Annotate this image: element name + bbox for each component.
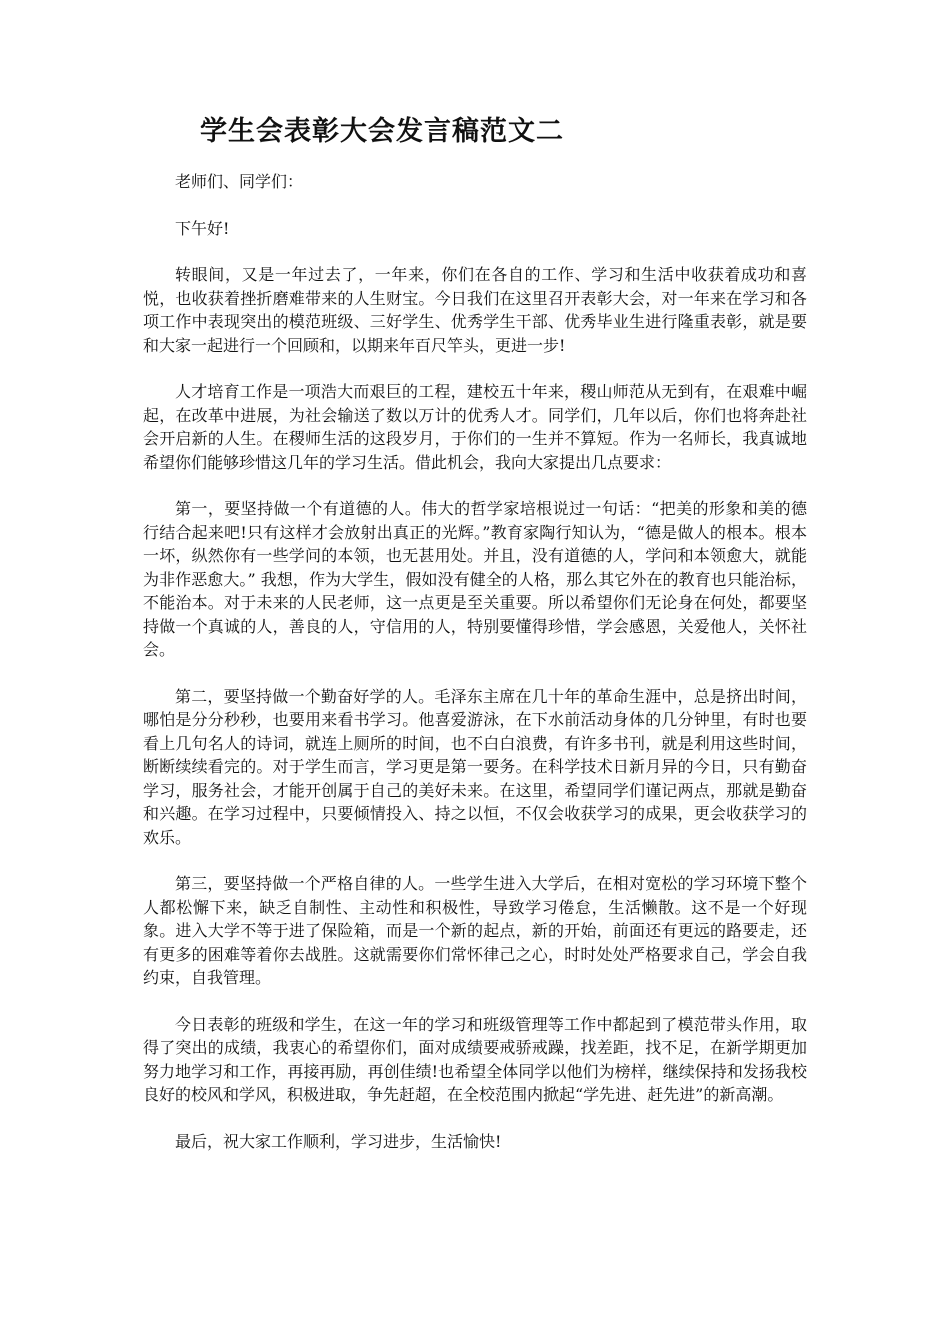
paragraph-second-point: 第二，要坚持做一个勤奋好学的人。毛泽东主席在几十年的革命生涯中，总是挤出时间，哪怕是分分秒秒，也要用来看书学习。他喜爱游泳，在下水前活动身体的几分钟里，有时也要看上几句名人的诗词，就连上厕所的时间，也不白白浪费，有许多书刊，就是利用这些时间，断断续续看完的。对于学生而言，学习更是第一要务。在科学技术日新月异的今日，只有勤奋学习，服务社会，才能开创属于自己的美好未来。在这里，希望同学们谨记两点，那就是勤奋和兴趣。在学习过程中，只要倾情投入、持之以恒，不仅会收获学习的成果，更会收获学习的欢乐。	[143, 686, 807, 847]
paragraph-intro: 转眼间，又是一年过去了，一年来，你们在各自的工作、学习和生活中收获着成功和喜悦，也收获着挫折磨难带来的人生财宝。今日我们在这里召开表彰大会，对一年来在学习和各项工作中表现突出的模范班级、三好学生、优秀学生干部、优秀毕业生进行隆重表彰，就是要和大家一起进行一个回顾和，以期来年百尺竿头，更进一步!	[143, 265, 807, 355]
paragraph-closing: 最后，祝大家工作顺利，学习进步，生活愉快!	[175, 1131, 502, 1151]
document-title: 学生会表彰大会发言稿范文二	[200, 116, 564, 147]
paragraph-first-point: 第一，要坚持做一个有道德的人。伟大的哲学家培根说过一句话：“把美的形象和美的德行结合起来吧!只有这样才会放射出真正的光辉。”教育家陶行知认为，“德是做人的根本。根本一坏，纵然你有一些学问的本领，也无甚用处。并且，没有道德的人，学问和本领愈大，就能为非作恶愈大。” 我想，作为大学生，假如没有健全的人格，那么其它外在的教育也只能治标，不能治本。对于未来的人民老师，这一点更是至关重要。所以希望你们无论身在何处，都要坚持做一个真诚的人，善良的人，守信用的人，特别要懂得珍惜，学会感恩，关爱他人，关怀社会。	[143, 499, 807, 659]
salutation: 老师们、同学们：	[175, 172, 304, 191]
paragraph-talent: 人才培育工作是一项浩大而艰巨的工程，建校五十年来，稷山师范从无到有，在艰难中崛起，在改革中进展，为社会输送了数以万计的优秀人才。同学们，几年以后，你们也将奔赴社会开启新的人生。在稷师生活的这段岁月，于你们的一生并不算短。作为一名师长，我真诚地希望你们能够珍惜这几年的学习生活。借此机会，我向大家提出几点要求：	[143, 382, 807, 472]
greeting: 下午好!	[175, 218, 230, 238]
paragraph-third-point: 第三，要坚持做一个严格自律的人。一些学生进入大学后，在相对宽松的学习环境下整个人都松懈下来，缺乏自制性、主动性和积极性，导致学习倦怠，生活懒散。这不是一个好现象。进入大学不等于进了保险箱，而是一个新的起点，新的开始，前面还有更远的路要走，还有更多的困难等着你去战胜。这就需要你们常怀律己之心，时时处处严格要求自己，学会自我约束，自我管理。	[143, 874, 807, 987]
paragraph-commendation: 今日表彰的班级和学生，在这一年的学习和班级管理等工作中都起到了模范带头作用，取得了突出的成绩，我衷心的希望你们，面对成绩要戒骄戒躁，找差距，找不足，在新学期更加努力地学习和工作，再接再励，再创佳绩!也希望全体同学以他们为榜样，继续保持和发扬我校良好的校风和学风，积极进取，争先赶超，在全校范围内掀起“学先进、赶先进”的新高潮。	[143, 1014, 807, 1104]
document-body	[143, 170, 807, 1153]
